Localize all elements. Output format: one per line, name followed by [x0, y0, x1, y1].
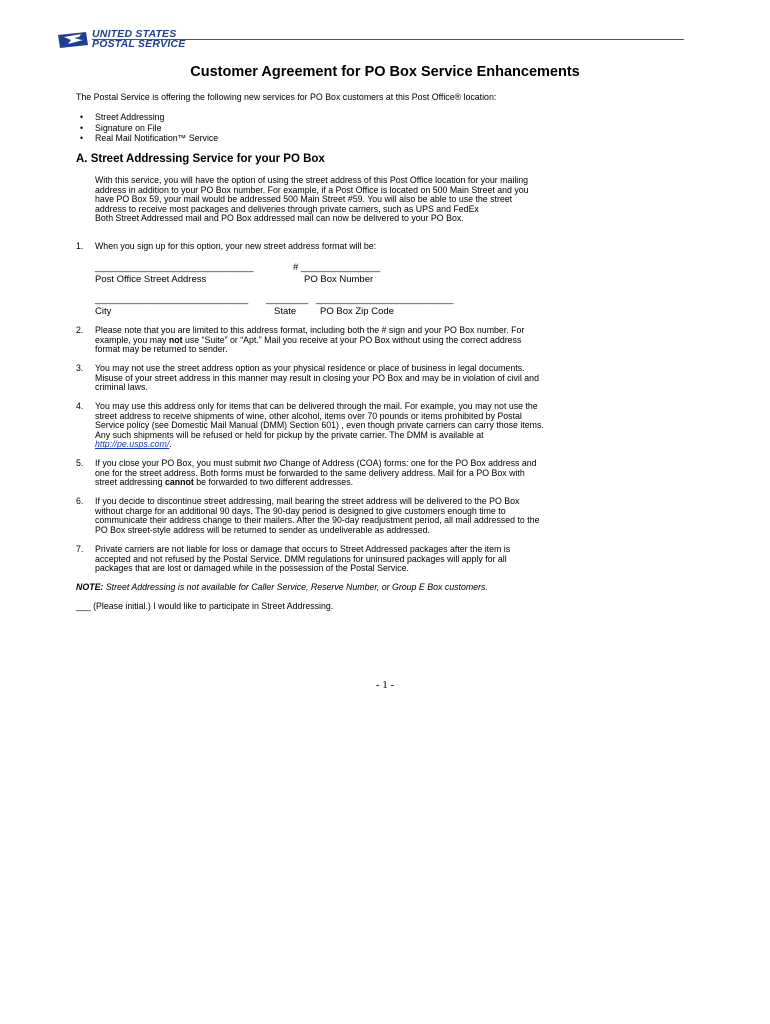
paragraph-line: address to receive most packages and deliveries through private carriers, such as UPS and FedEx: [95, 203, 479, 214]
page-title: Customer Agreement for PO Box Service Enhancements: [190, 64, 580, 80]
note-label: NOTE:: [76, 582, 104, 592]
paragraph-line: address in addition to your PO Box number. For example, if a Post Office is located on 500 Main Street and you: [95, 184, 529, 195]
item-number: 5.: [76, 458, 84, 468]
item-line: Private carriers are not liable for loss or damage that occurs to Street Addressed packages after the item is: [95, 544, 511, 554]
item-line: street address to receive shipments of wine, other alcohol, items over 70 pounds or items prohibited by Postal: [95, 410, 522, 421]
page-number: - 1 -: [375, 679, 395, 691]
initial-blank[interactable]: ___: [76, 601, 91, 611]
zip-code-label: PO Box Zip Code: [320, 306, 394, 317]
item-5-text: [95, 459, 621, 488]
item-line: Please note that you are limited to this address format, including both the # sign and your PO Box number. For: [95, 325, 525, 335]
item-number: 7.: [76, 544, 84, 554]
item-7-text: [95, 545, 621, 574]
paragraph-line: With this service, you will have the option of using the street address of this Post Office location for your mailing: [95, 175, 529, 185]
brand-line-2: POSTAL SERVICE: [92, 38, 186, 50]
section-a-paragraph: [95, 176, 615, 224]
item-emphasis: cannot: [164, 477, 194, 488]
item-line: one for the street address. Both forms must be forwarded to the same delivery address. Mail for a PO Box with: [95, 467, 525, 478]
usps-eagle-logo-icon: [56, 31, 90, 49]
item-6-text: [95, 497, 621, 535]
item-1-text: When you sign up for this option, your new street address format will be:: [95, 241, 377, 251]
item-number: 1.: [76, 241, 84, 251]
item-fragment: .: [169, 439, 172, 450]
item-line: accepted and not refused by the Postal Service. DMM regulations for uninsured packages will apply for all: [95, 553, 507, 564]
item-fragment: Change of Address (COA) forms: one for the PO Box address and: [276, 458, 537, 468]
zip-code-blank[interactable]: __________________________: [316, 294, 454, 305]
item-line: [95, 440, 621, 450]
city-blank[interactable]: _____________________________: [95, 294, 249, 305]
item-number: 6.: [76, 496, 84, 506]
paragraph-line: Both Street Addressed mail and PO Box addressed mail can now be delivered to your PO Box.: [95, 213, 464, 224]
state-blank[interactable]: ________: [266, 294, 309, 305]
item-fragment: be forwarded to two different addresses.: [193, 477, 354, 488]
po-box-number-label: PO Box Number: [304, 274, 374, 285]
item-line: Any such shipments will be refused or held for pickup by the private carrier. The DMM is available at: [95, 429, 484, 440]
initial-line: [76, 601, 333, 611]
po-box-number-blank[interactable]: # _______________: [293, 262, 381, 273]
intro-text: The Postal Service is offering the following new services for PO Box customers at this Post Office® location:: [76, 92, 497, 102]
item-line: Service policy (see Domestic Mail Manual (DMM) Section 601) , even though private carriers can carry those items.: [95, 420, 544, 431]
item-number: 4.: [76, 401, 84, 411]
item-line: If you decide to discontinue street addressing, mail bearing the street address will be delivered to the PO Box: [95, 496, 520, 506]
paragraph-line: have PO Box 59, your mail would be addressed 500 Main Street #59. You will also be able to use the street: [95, 194, 513, 205]
item-emphasis: two: [263, 458, 277, 468]
item-number: 2.: [76, 325, 84, 335]
header-rule: [92, 39, 684, 40]
item-fragment: use “Suite” or “Apt.” Mail you receive at your PO Box without using the correct address: [182, 334, 522, 345]
item-line: format may be returned to sender.: [95, 344, 228, 355]
street-address-blank[interactable]: ______________________________: [95, 262, 254, 273]
item-line: You may use this address only for items that can be delivered through the mail. For example, you may not use the: [95, 401, 538, 411]
item-line: without charge for an additional 90 days. The 90-day period is designed to give customers enough time to: [95, 505, 506, 516]
city-label: City: [95, 306, 112, 317]
item-line: [95, 478, 621, 488]
item-line: You may not use the street address option as your physical residence or place of business in legal documents.: [95, 363, 525, 373]
item-2-text: [95, 326, 621, 355]
state-label: State: [274, 306, 297, 317]
services-list: [80, 112, 218, 144]
item-line: PO Box street-style address will be returned to sender as undeliverable as addressed.: [95, 524, 430, 535]
item-line: packages that are lost or damaged while in the possession of the Postal Service.: [95, 563, 409, 574]
item-3-text: [95, 364, 621, 393]
list-item: • Street Addressing: [80, 112, 218, 123]
item-fragment: street addressing: [95, 477, 165, 488]
item-line: communicate their address change to their mailers. After the 90-day readjustment period, all mail addressed to the: [95, 515, 540, 526]
list-item: • Signature on File: [80, 123, 218, 134]
item-4-text: [95, 402, 621, 450]
item-line: criminal laws.: [95, 382, 148, 393]
section-a-heading: A. Street Addressing Service for your PO Box: [76, 153, 325, 165]
brand-line-1: UNITED STATES: [92, 28, 177, 40]
item-fragment: If you close your PO Box, you must submit: [95, 458, 264, 468]
initial-text: (Please initial.) I would like to participate in Street Addressing.: [90, 601, 334, 611]
item-fragment: example, you may: [95, 334, 169, 345]
street-address-label: Post Office Street Address: [95, 274, 207, 285]
note-text: [76, 582, 488, 592]
item-emphasis: not: [168, 334, 183, 345]
dmm-link[interactable]: http://pe.usps.com/: [95, 439, 170, 450]
list-item: • Real Mail Notification™ Service: [80, 133, 218, 144]
note-body: Street Addressing is not available for Caller Service, Reserve Number, or Group E Box customers.: [103, 582, 488, 592]
item-line: Misuse of your street address in this manner may result in closing your PO Box and may be in violation of civil and: [95, 372, 539, 383]
item-number: 3.: [76, 363, 84, 373]
